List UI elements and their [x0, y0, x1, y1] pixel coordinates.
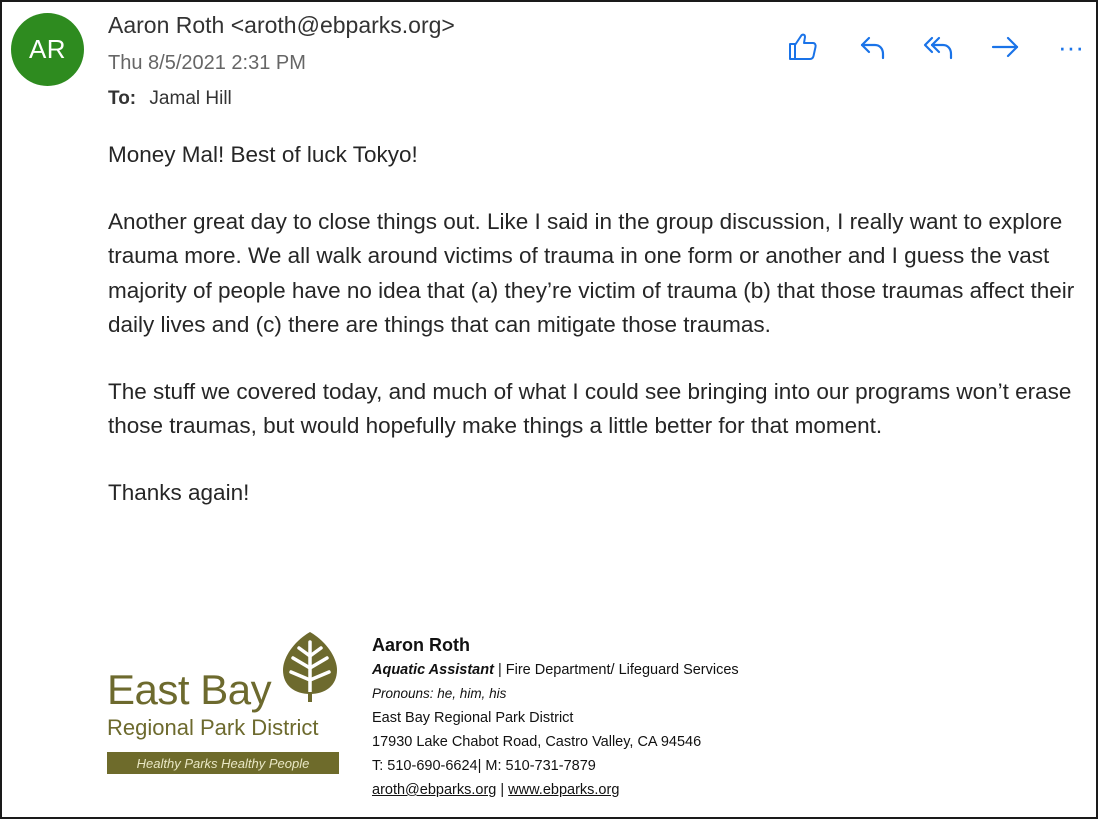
avatar-initials: AR	[28, 34, 67, 64]
thumbs-up-icon	[786, 30, 820, 64]
signature-phones: T: 510-690-6624| M: 510-731-7879	[372, 758, 596, 774]
signature-title: Aquatic Assistant	[372, 662, 494, 678]
signature-org: East Bay Regional Park District	[372, 710, 574, 726]
to-label: To:	[108, 88, 137, 109]
forward-icon	[988, 30, 1022, 64]
leaf-icon	[279, 630, 341, 704]
signature-title-line	[372, 658, 739, 682]
website-link[interactable]: www.ebparks.org	[508, 782, 620, 798]
signature-address: 17930 Lake Chabot Road, Castro Valley, CA 94546	[372, 734, 702, 750]
avatar[interactable]	[11, 13, 84, 86]
recipient-line	[108, 88, 232, 110]
reply-all-button[interactable]	[922, 30, 956, 64]
more-options-icon: ···	[1058, 32, 1084, 62]
email-signature	[372, 632, 739, 802]
message-body	[108, 138, 1078, 510]
greeting-text: Money Mal! Best of luck Tokyo!	[108, 142, 418, 167]
paragraph-2: The stuff we covered today, and much of what I could see bringing into our programs won’t erase those traumas, but would hopefully make things a little better for that moment.	[108, 378, 1072, 438]
signature-name: Aaron Roth	[372, 635, 470, 655]
sender-name[interactable]: Aaron Roth <aroth@ebparks.org>	[108, 12, 455, 38]
more-options-button[interactable]	[1054, 30, 1088, 64]
link-separator: |	[496, 782, 509, 798]
logo-tagline: Healthy Parks Healthy People	[107, 752, 339, 774]
signature-pronouns: Pronouns: he, him, his	[372, 686, 507, 701]
paragraph-1: Another great day to close things out. Like I said in the group discussion, I really want to explore trauma more. We all walk around victims of trauma in one form or another and I guess the vast majority of people have no idea that (a) they’re victim of trauma (b) that those traumas affect their daily lives and (c) there are things that can mitigate those traumas.	[108, 208, 1075, 337]
recipient-name[interactable]: Jamal Hill	[149, 88, 232, 109]
like-button[interactable]	[786, 30, 820, 64]
reply-all-icon	[922, 30, 956, 64]
email-link[interactable]: aroth@ebparks.org	[372, 782, 497, 798]
closing-text: Thanks again!	[108, 479, 250, 505]
reply-button[interactable]	[856, 30, 890, 64]
reply-icon	[856, 30, 890, 64]
logo-line2: Regional Park District	[107, 715, 319, 740]
message-actions-toolbar	[782, 30, 1092, 64]
signature-department: | Fire Department/ Lifeguard Services	[493, 662, 739, 678]
forward-button[interactable]	[988, 30, 1022, 64]
sent-date: Thu 8/5/2021 2:31 PM	[108, 52, 306, 74]
signature-links	[372, 778, 739, 802]
logo-line1: East Bay	[107, 666, 272, 713]
organization-logo	[107, 630, 352, 780]
